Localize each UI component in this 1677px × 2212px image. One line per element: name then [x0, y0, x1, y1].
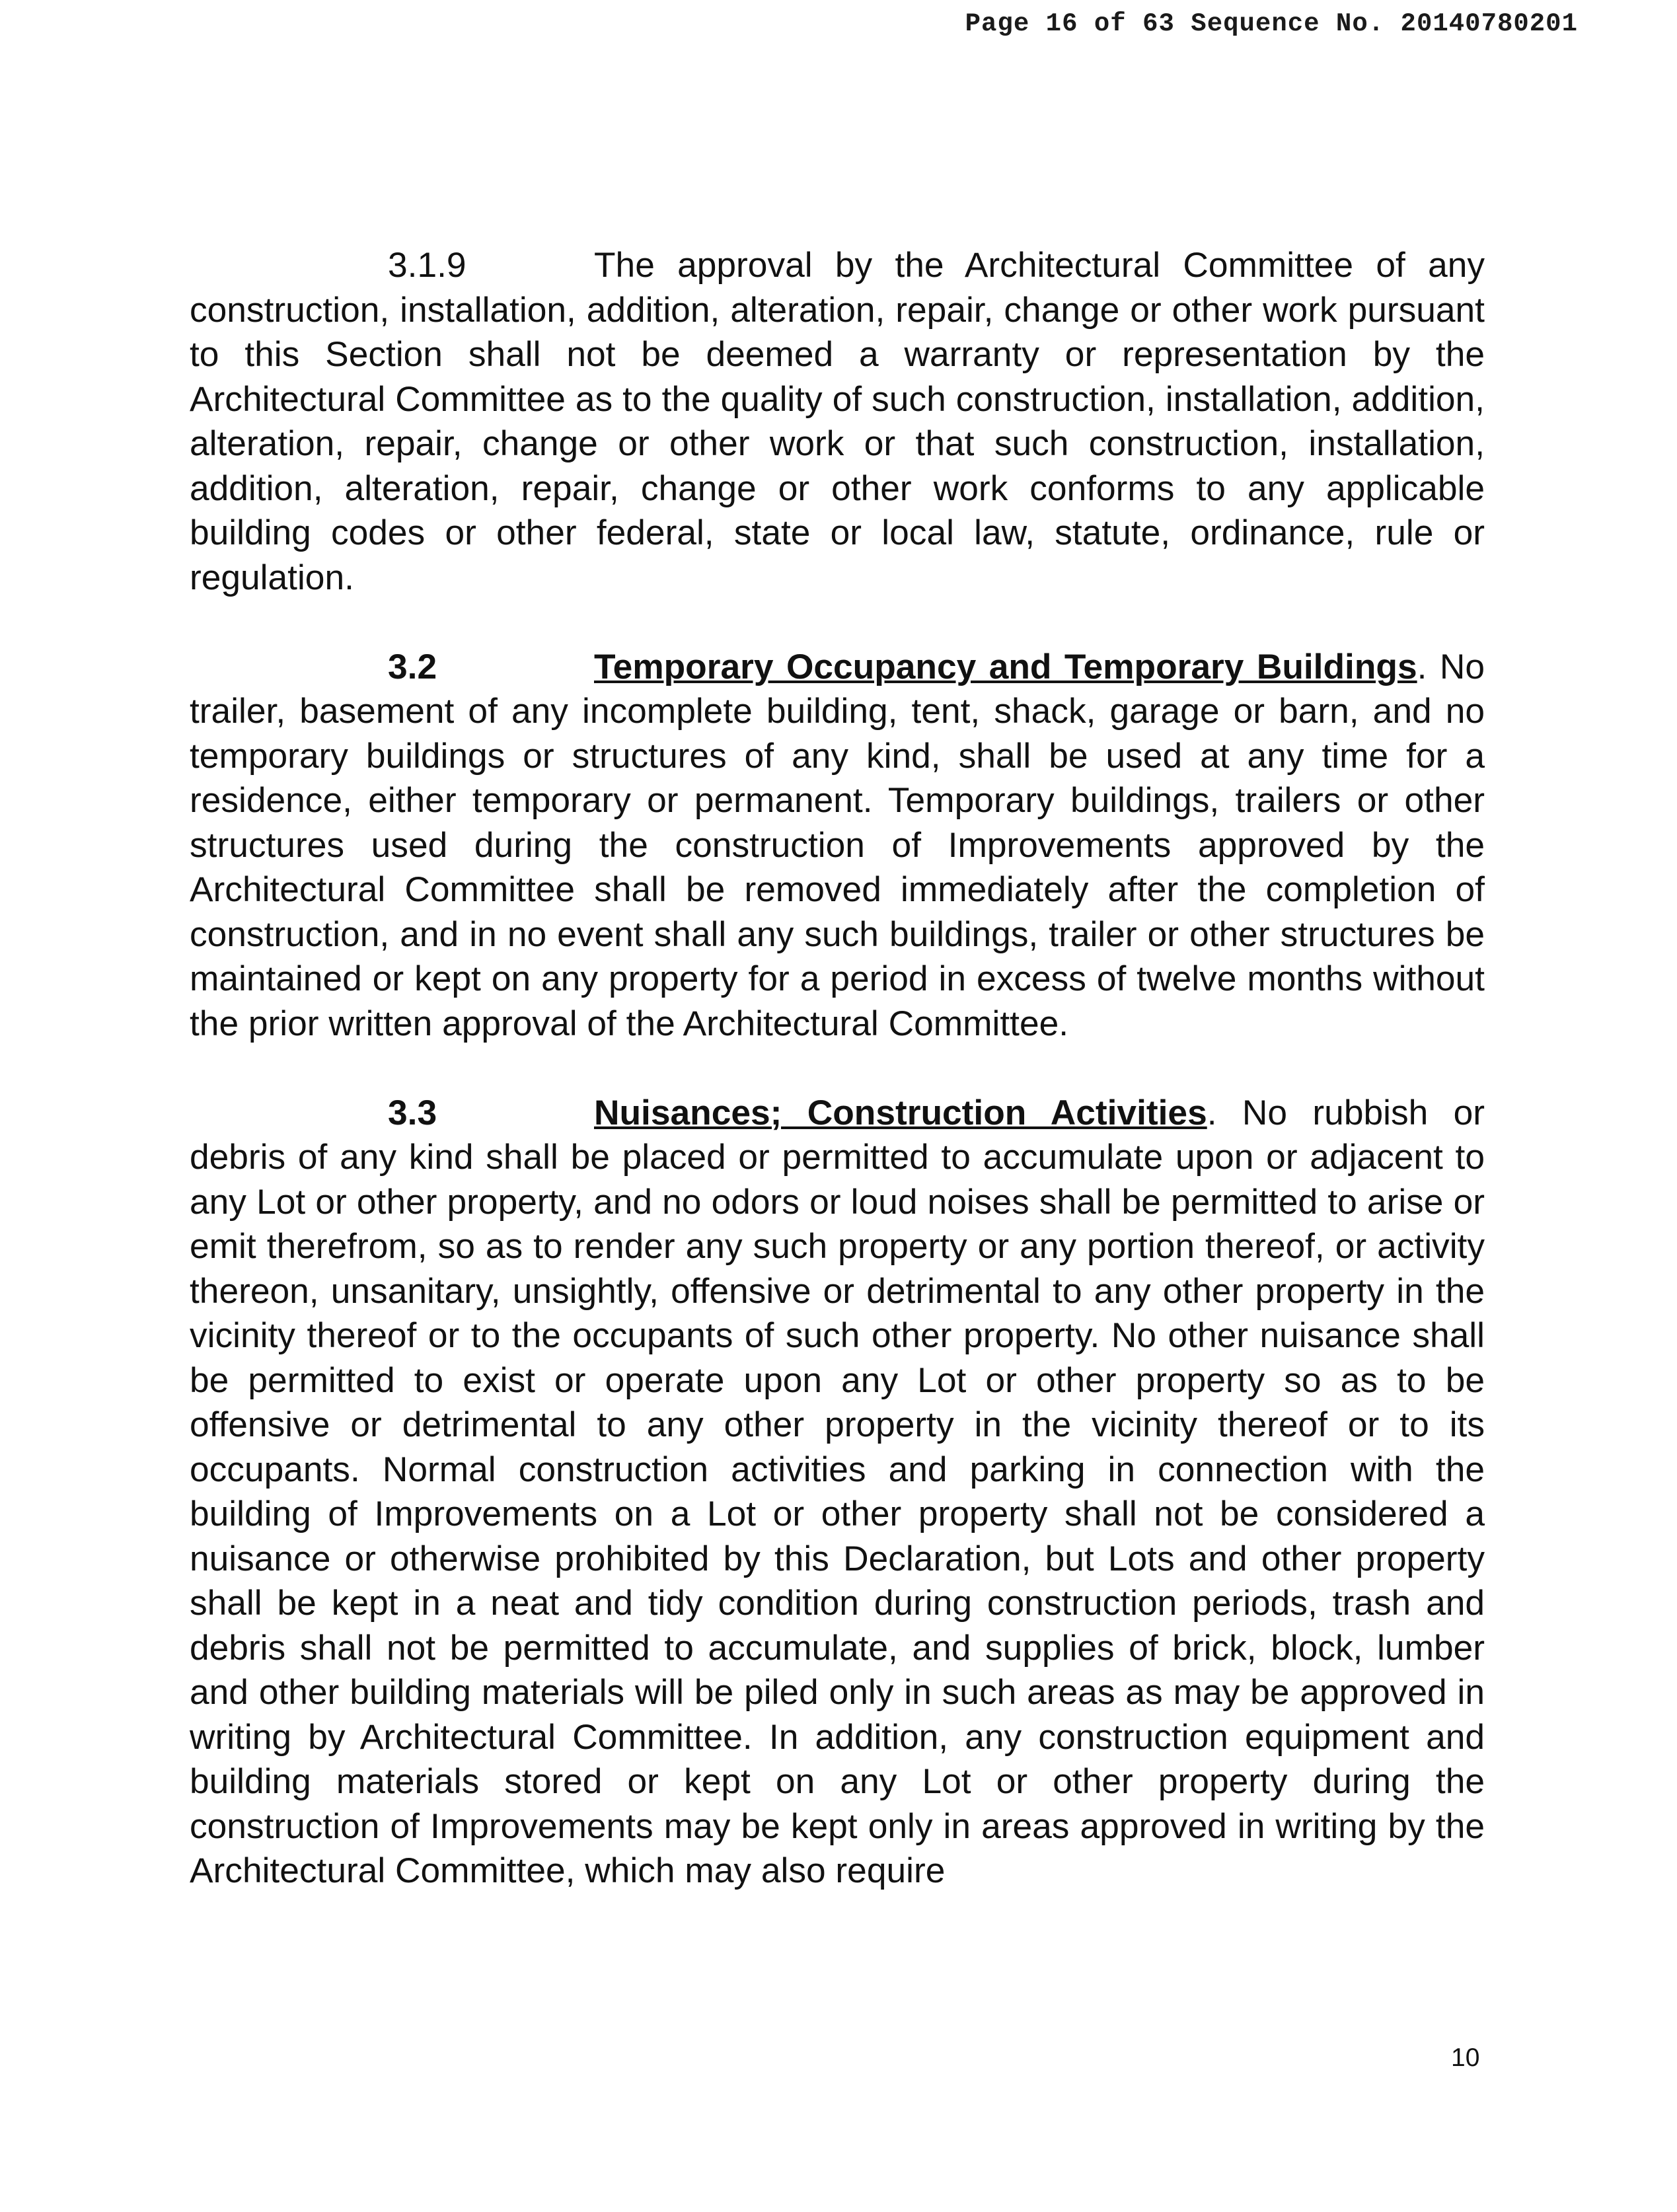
document-body	[190, 243, 1485, 1894]
section-3-3	[190, 1091, 1485, 1894]
section-number: 3.1.9	[388, 246, 466, 285]
section-body: No rubbish or debris of any kind shall be placed or permitted to accumulate upon or adjacent to any Lot or other property, and no odors or loud noises shall be permitted to arise or emit therefrom, so as to render any such property or any portion thereof, or activity thereon, unsanitary, unsightly, offensive or detrimental to any other property in the vicinity thereof or to the occupants of such other property. No other nuisance shall be permitted to exist or operate upon any Lot or other property so as to be offensive or detrimental to any other property in the vicinity thereof or to its occupants. Normal construction activities and parking in connection with the building of Improvements on a Lot or other property shall not be considered a nuisance or otherwise prohibited by this Declaration, but Lots and other property shall be kept in a neat and tidy condition during construction periods, trash and debris shall not be permitted to accumulate, and supplies of brick, block, lumber and other building materials will be piled only in such areas as may be approved in writing by Architectural Committee. In addition, any construction equipment and building materials stored or kept on any Lot or other property during the construction of Improvements may be kept only in areas approved in writing by the Architectural Committee, which may also require	[190, 1093, 1485, 1890]
section-body: No trailer, basement of any incomplete building, tent, shack, garage or barn, and no temporary buildings or structures of any kind, shall be used at any time for a residence, either temporary or permanent. Temporary buildings, trailers or other structures used during the construction of Improvements approved by the Architectural Committee shall be removed immediately after the completion of construction, and in no event shall any such buildings, trailer or other structures be maintained or kept on any property for a period in excess of twelve months without the prior written approval of the Architectural Committee.	[190, 647, 1485, 1043]
section-heading: Nuisances; Construction Activities	[594, 1093, 1207, 1132]
section-3-1-9	[190, 243, 1485, 600]
section-number: 3.2	[388, 647, 437, 686]
section-heading-suffix: .	[1417, 647, 1427, 686]
section-body: The approval by the Architectural Committee of any construction, installation, addition, alteration, repair, change or other work pursuant to this Section shall not be deemed a warranty or representation by the Architectural Committee as to the quality of such construction, installation, addition, alteration, repair, change or other work or that such construction, installation, addition, alteration, repair, change or other work conforms to any applicable building codes or other federal, state or local law, statute, ordinance, rule or regulation.	[190, 246, 1485, 597]
page-number: 10	[1451, 2044, 1480, 2072]
section-heading-suffix: .	[1207, 1093, 1217, 1132]
section-3-2	[190, 645, 1485, 1047]
page-sequence-header: Page 16 of 63 Sequence No. 20140780201	[965, 9, 1578, 38]
section-heading: Temporary Occupancy and Temporary Buildings	[594, 647, 1417, 686]
section-number: 3.3	[388, 1093, 437, 1132]
